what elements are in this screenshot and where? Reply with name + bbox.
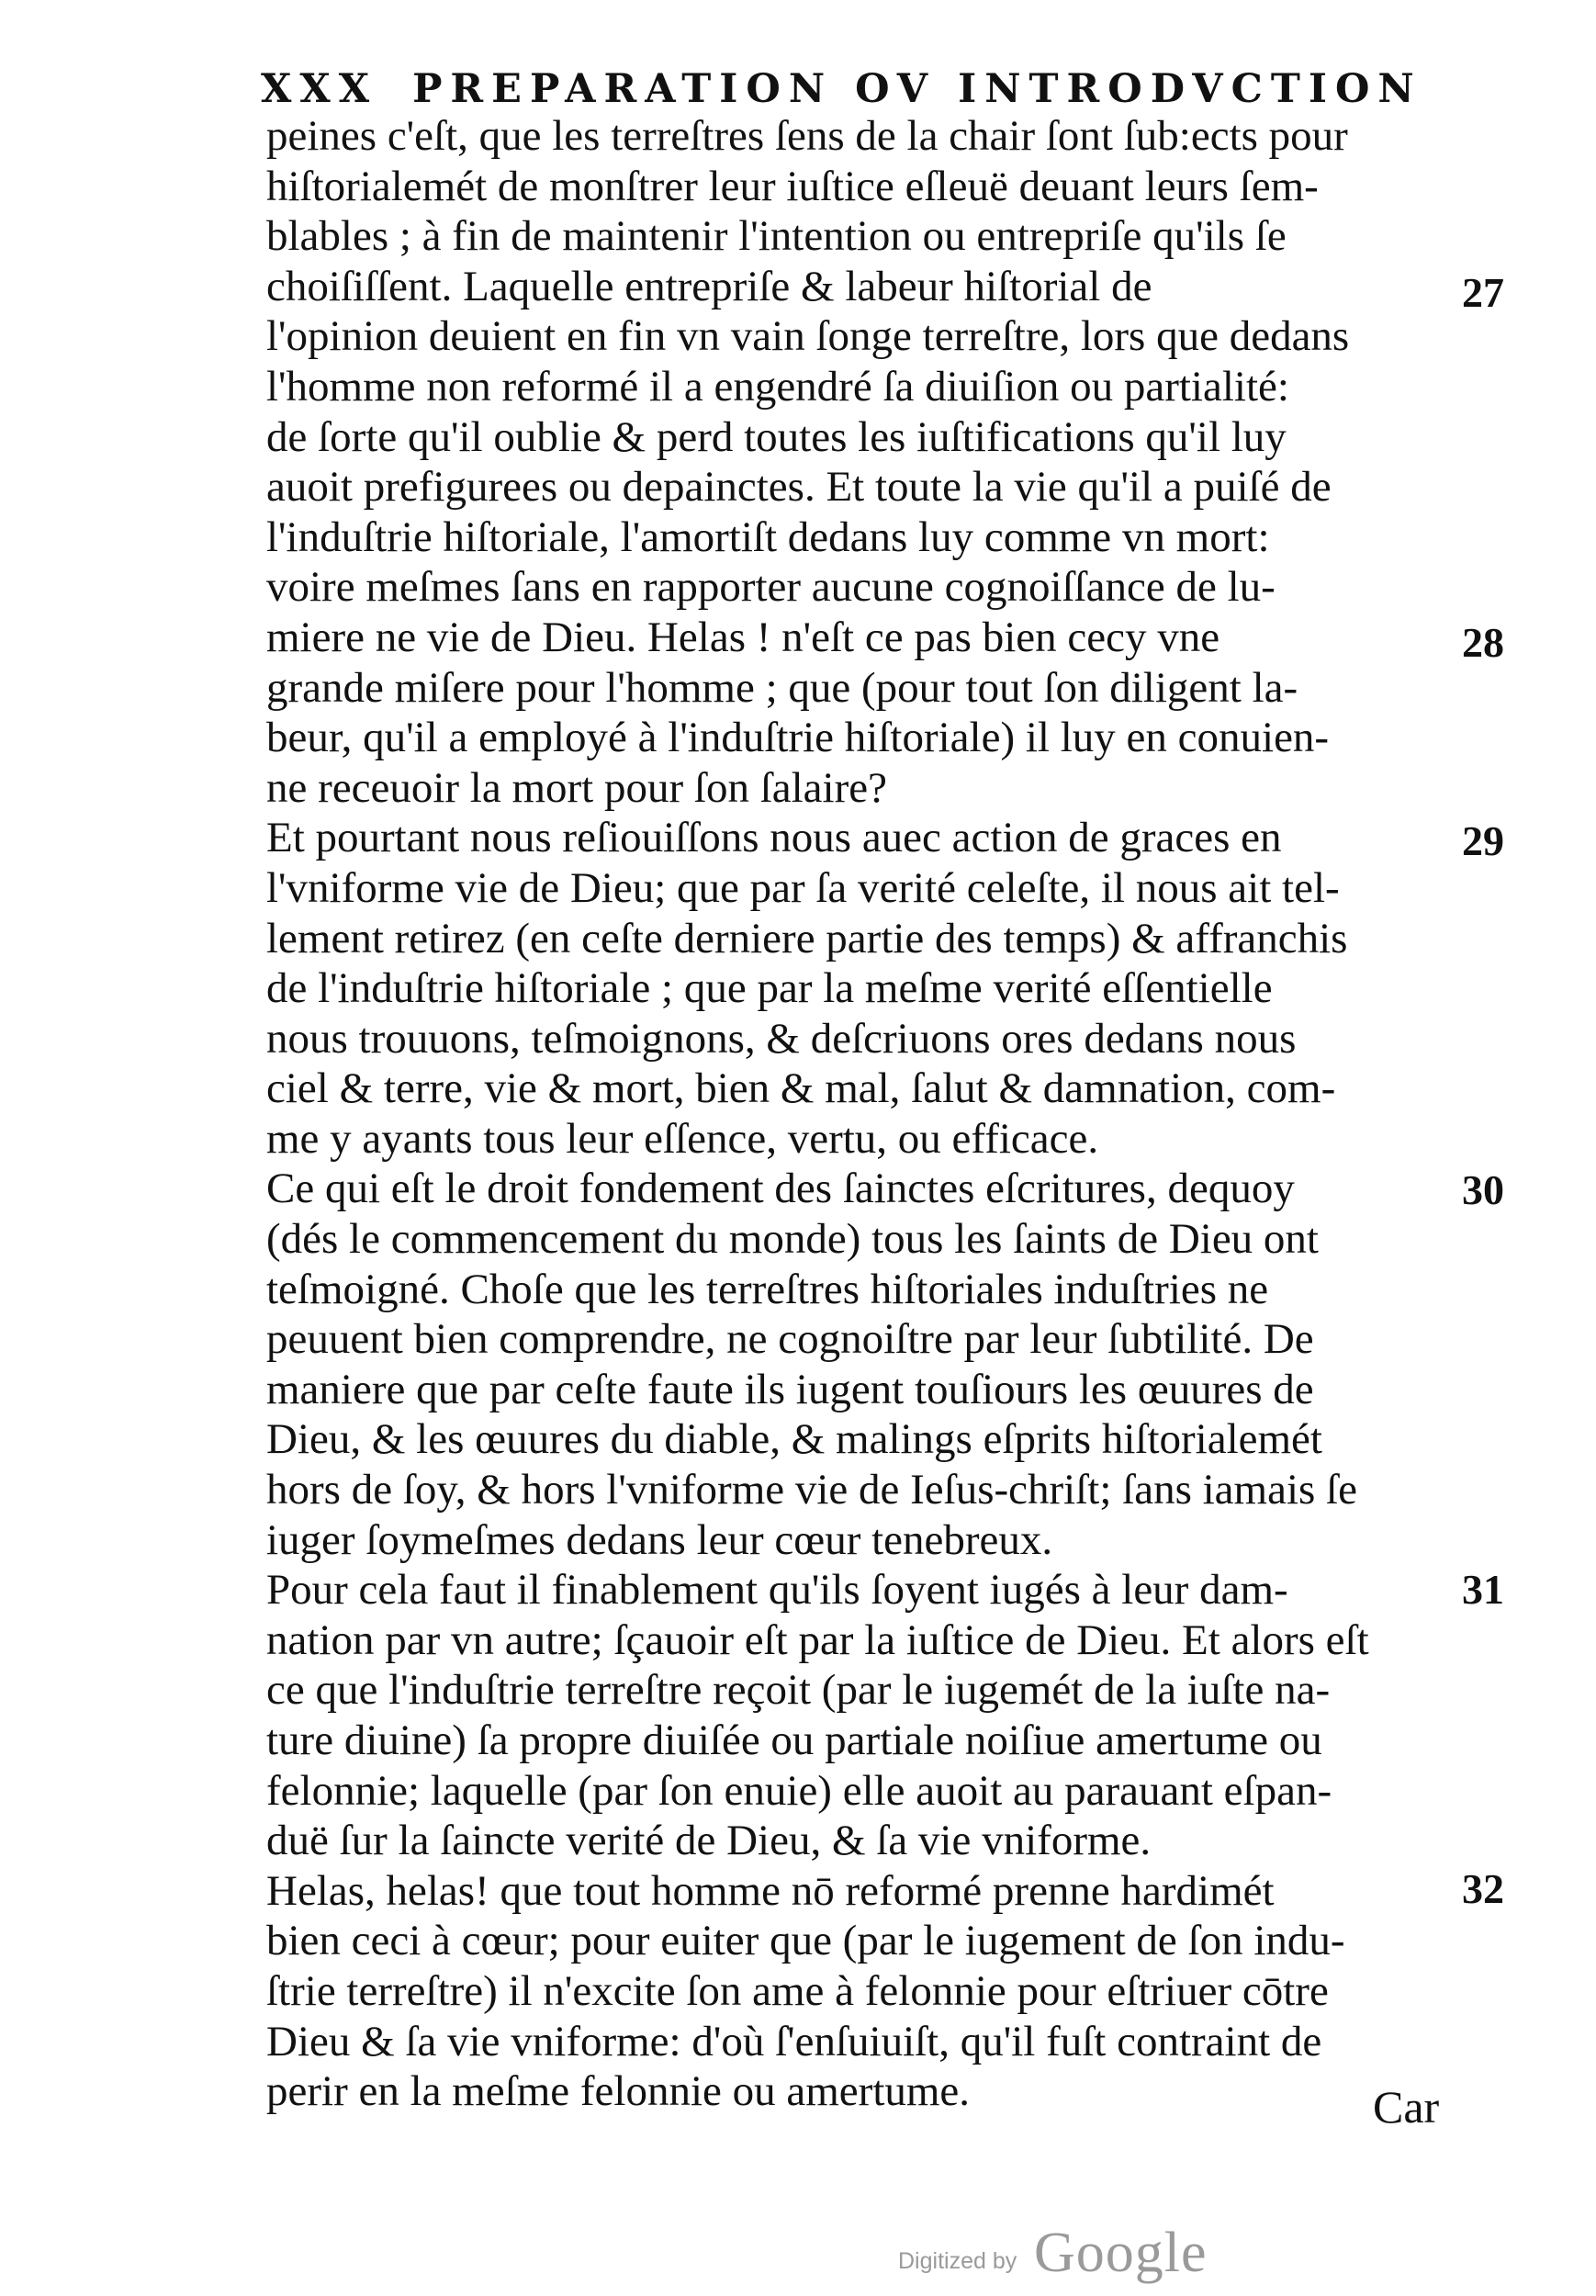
- verse-number: 28: [1462, 619, 1504, 666]
- text-line: Dieu & ſa vie vniforme: d'où ſ'enſuiuiſt, qu'il fuſt contraint de: [266, 2017, 1322, 2065]
- text-line: maniere que par ceſte faute ils iugent touſiours les œuures de: [266, 1365, 1314, 1413]
- verse-number: 30: [1462, 1166, 1504, 1213]
- text-line: ture diuine) ſa propre diuiſée ou partiale noiſiue amertume ou: [266, 1716, 1322, 1764]
- running-header: [261, 66, 1455, 112]
- digitized-watermark: [898, 2213, 1229, 2287]
- text-line: ciel & terre, vie & mort, bien & mal, ſalut & damnation, com-: [266, 1064, 1336, 1113]
- text-line: ce que l'induſtrie terreſtre reçoit (par le iugemét de la iuſte na-: [266, 1666, 1331, 1715]
- text-line: ſtrie terreſtre) il n'excite ſon ame à felonnie pour eſtriuer cōtre: [266, 1966, 1329, 2015]
- text-line: l'induſtrie hiſtoriale, l'amortiſt dedans luy comme vn mort:: [266, 512, 1270, 561]
- text-line: Helas, helas! que tout homme nō reformé prenne hardimét: [266, 1866, 1275, 1915]
- text-line: nous trouuons, teſmoignons, & deſcriuons ores dedans nous: [266, 1014, 1297, 1063]
- text-line: iuger ſoymeſmes dedans leur cœur tenebreux.: [266, 1515, 1053, 1564]
- text-line: choiſiſſent. Laquelle entrepriſe & labeur hiſtorial de: [266, 262, 1152, 310]
- text-line: Pour cela faut il finablement qu'ils ſoyent iugés à leur dam-: [266, 1566, 1288, 1615]
- text-line: l'opinion deuient en fin vn vain ſonge terreſtre, lors que dedans: [266, 312, 1350, 361]
- text-line: nation par vn autre; ſçauoir eſt par la iuſtice de Dieu. Et alors eſt: [266, 1615, 1369, 1664]
- text-line: teſmoigné. Choſe que les terreſtres hiſtoriales induſtries ne: [266, 1265, 1269, 1313]
- text-line: perir en la meſme felonnie ou amertume.: [266, 2067, 971, 2116]
- text-line: felonnie; laquelle (par ſon enuie) elle auoit au parauant eſpan-: [266, 1766, 1332, 1815]
- text-line: hiſtorialemét de monſtrer leur iuſtice eſleuë deuant leurs ſem-: [266, 162, 1319, 210]
- text-line: beur, qu'il a employé à l'induſtrie hiſtoriale) il luy en conuien-: [266, 714, 1330, 762]
- verse-number: 29: [1462, 817, 1504, 864]
- page-folio: XXX: [261, 66, 378, 112]
- text-line: l'homme non reformé il a engendré ſa diuiſion ou partialité:: [266, 362, 1289, 411]
- text-line: hors de ſoy, & hors l'vniforme vie de Ieſus-chriſt; ſans iamais ſe: [266, 1466, 1357, 1514]
- verse-number: 32: [1462, 1865, 1504, 1912]
- text-line: auoit prefigurees ou depainctes. Et toute la vie qu'il a puiſé de: [266, 463, 1332, 512]
- text-line: bien ceci à cœur; pour euiter que (par le iugement de ſon indu-: [266, 1917, 1345, 1965]
- text-line: voire meſmes ſans en rapporter aucune cognoiſſance de lu-: [266, 563, 1276, 612]
- digitized-by-text: Digitized by: [898, 2248, 1017, 2274]
- text-line: miere ne vie de Dieu. Helas ! n'eſt ce pas bien cecy vne: [266, 613, 1220, 661]
- text-line: grande miſere pour l'homme ; que (pour tout ſon diligent la-: [266, 663, 1298, 712]
- body-text: [266, 111, 1451, 2117]
- catchword: Car: [1373, 2081, 1440, 2133]
- text-line: Dieu, & les œuures du diable, & malings eſprits hiſtorialemét: [266, 1415, 1322, 1464]
- text-line: peines c'eſt, que les terreſtres ſens de la chair ſont ſub:ects pour: [266, 112, 1348, 160]
- google-logo: Google: [1034, 2222, 1208, 2284]
- text-line: duë ſur la ſaincte verité de Dieu, & ſa vie vniforme.: [266, 1817, 1152, 1865]
- verse-number: 31: [1462, 1566, 1504, 1613]
- text-line: Ce qui eſt le droit fondement des ſainctes eſcritures, dequoy: [266, 1165, 1295, 1213]
- running-title: PREPARATION OV INTRODVCTION: [412, 66, 1422, 112]
- text-line: me y ayants tous leur eſſence, vertu, ou efficace.: [266, 1114, 1099, 1163]
- text-line: de ſorte qu'il oublie & perd toutes les iuſtifications qu'il luy: [266, 412, 1287, 461]
- text-line: Et pourtant nous reſiouiſſons nous auec action de graces en: [266, 814, 1282, 862]
- text-line: blables ; à fin de maintenir l'intention ou entrepriſe qu'ils ſe: [266, 212, 1287, 261]
- verse-number: 27: [1462, 269, 1504, 316]
- text-line: de l'induſtrie hiſtoriale ; que par la meſme verité eſſentielle: [266, 964, 1273, 1013]
- text-line: l'vniforme vie de Dieu; que par ſa verité celeſte, il nous ait tel-: [266, 863, 1340, 912]
- text-line: ne receuoir la mort pour ſon ſalaire?: [266, 763, 887, 812]
- text-line: (dés le commencement du monde) tous les ſaints de Dieu ont: [266, 1215, 1319, 1264]
- text-line: peuuent bien comprendre, ne cognoiſtre par leur ſubtilité. De: [266, 1315, 1314, 1364]
- text-line: lement retirez (en ceſte derniere partie des temps) & affranchis: [266, 914, 1348, 962]
